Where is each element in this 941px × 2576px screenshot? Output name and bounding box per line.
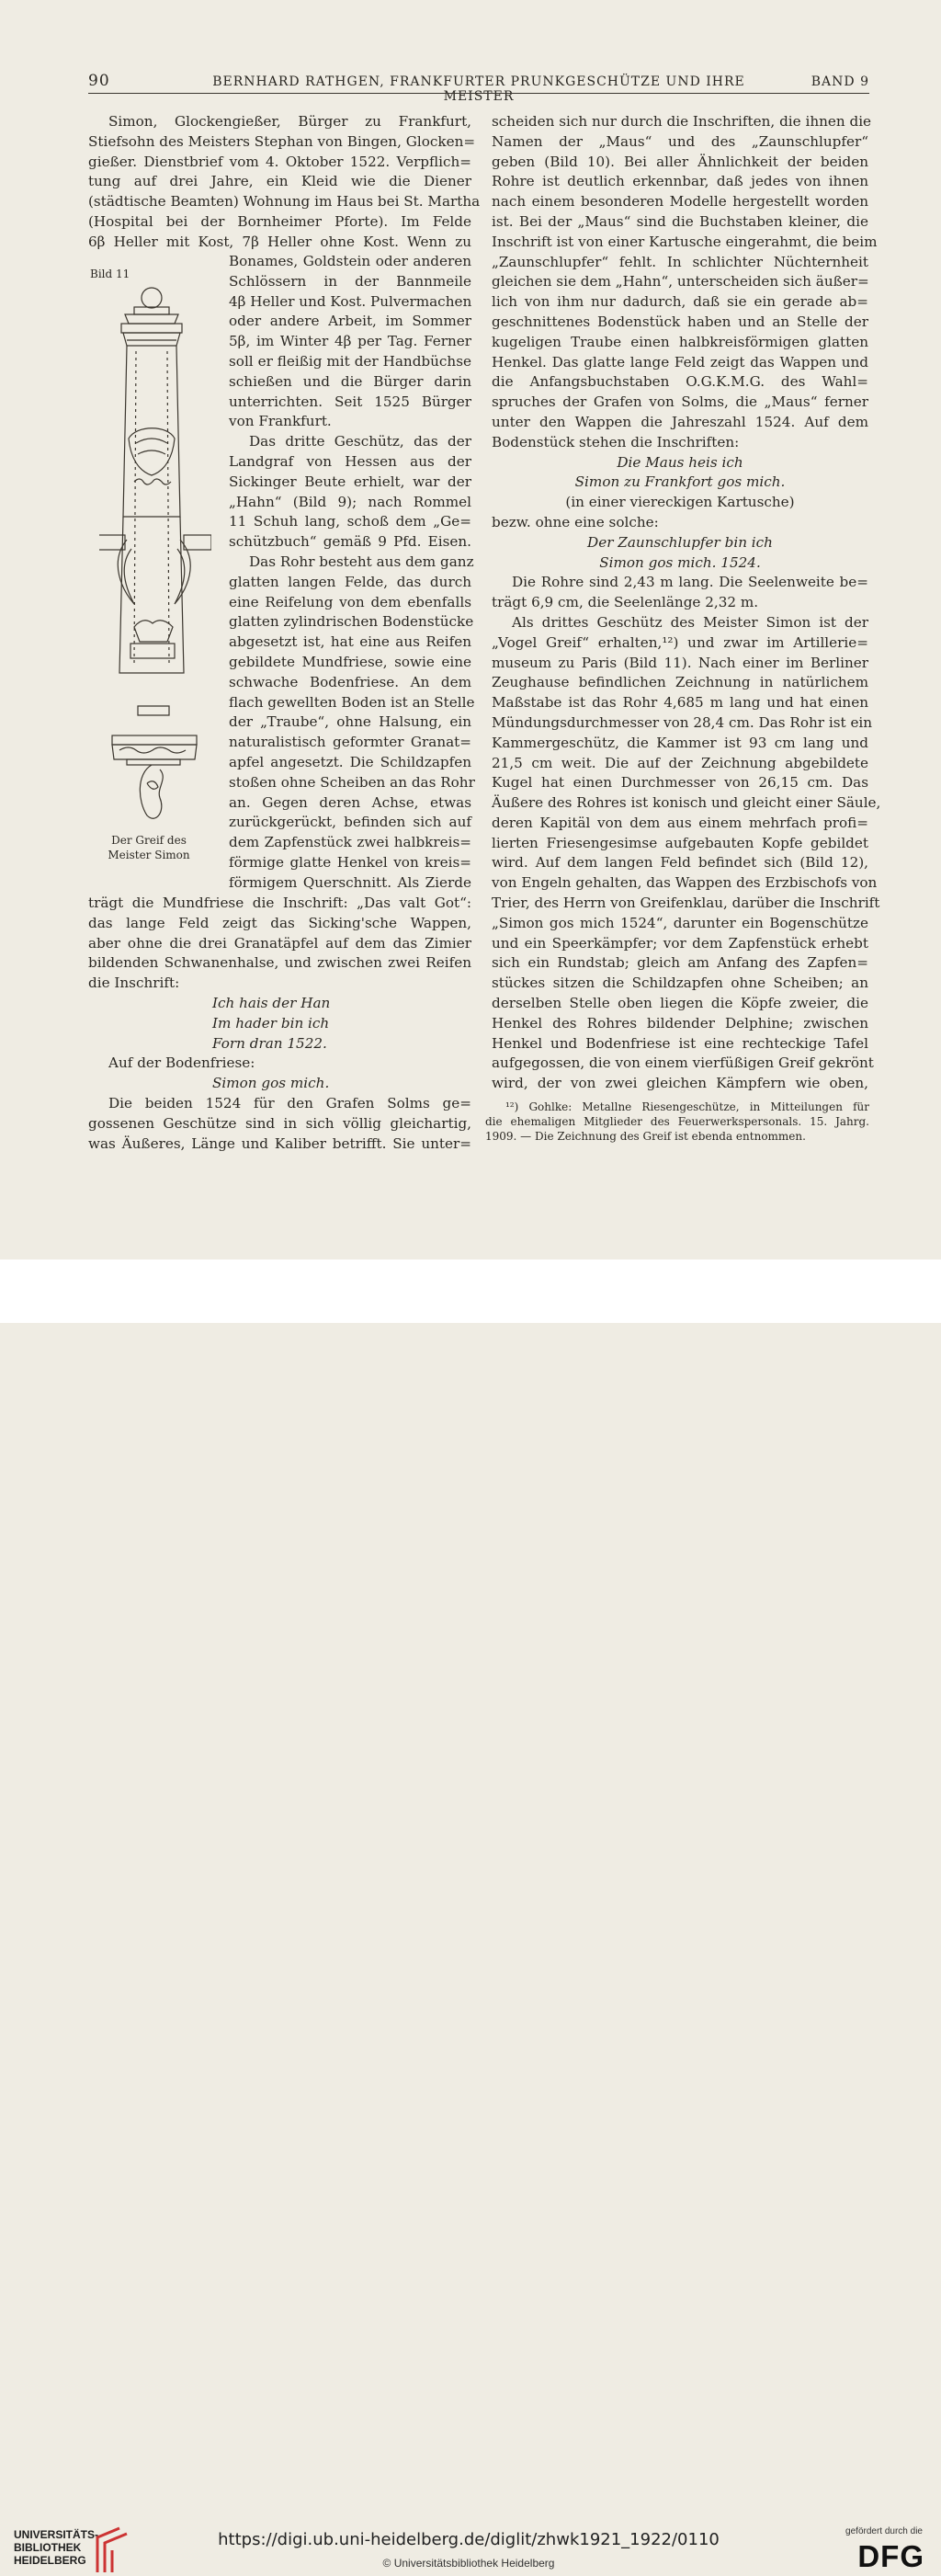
text-line: von Engeln gehalten, das Wappen des Erzbischofs von (492, 874, 878, 892)
text-line: an. Gegen deren Achse, etwas (229, 793, 471, 811)
text-line: schwache Bodenfriese. An dem (229, 673, 471, 690)
text-line: gießer. Dienstbrief vom 4. Oktober 1522. Verpflich= (88, 153, 471, 170)
library-logo[interactable] (14, 2528, 98, 2567)
centered-line: (in einer viereckigen Kartusche) (565, 494, 795, 511)
centered-line: Die Maus heis ich (617, 453, 743, 471)
text-line: Zeughause befindlichen Zeichnung in natürlichem (492, 674, 868, 691)
text-line: 21,5 cm weit. Die auf der Zeichnung abgebildete (492, 754, 868, 771)
text-line: tung auf drei Jahre, ein Kleid wie die Diener (88, 173, 471, 190)
text-line: Bodenstück stehen die Inschriften: (492, 433, 740, 450)
permalink-url[interactable]: https://digi.ub.uni-heidelberg.de/diglit/zhwk1921_1922/0110 (218, 2530, 720, 2549)
copyright-notice: © Universitätsbibliothek Heidelberg (382, 2557, 555, 2570)
library-line1: UNIVERSITÄTS- (14, 2528, 99, 2541)
text-line: „Simon gos mich 1524“, darunter ein Bogenschütze (492, 914, 868, 931)
text-line: Rohre ist deutlich erkennbar, daß jedes von ihnen (492, 173, 868, 190)
verse-line: Ich hais der Han (212, 994, 331, 1011)
text-line: von Frankfurt. (229, 413, 332, 430)
text-line: museum zu Paris (Bild 11). Nach einer im Berliner (492, 654, 868, 671)
right-column (492, 112, 881, 1094)
text-line: stoßen ohne Scheiben an das Rohr (229, 773, 475, 791)
text-line: kugeligen Traube einen halbkreisförmigen glatten (492, 333, 868, 350)
text-line: Henkel des Rohres bildender Delphine; zwischen (492, 1014, 868, 1032)
text-line: Trier, des Herrn von Greifenklau, darüber die Inschrift (492, 895, 880, 912)
centered-line: Simon zu Frankfort gos mich. (574, 473, 786, 491)
viewer-footer (0, 1260, 941, 2573)
text-line: lierten Friesengesimse aufgebauten Kopfe gebildet (492, 834, 868, 851)
text-line: aufgegossen, die von einem vierfüßigen Greif gekrönt (492, 1054, 874, 1072)
text-line: bezw. ohne eine solche: (492, 513, 659, 530)
text-line: 4β Heller und Kost. Pulvermachen (229, 292, 472, 310)
text-line: (städtische Beamten) Wohnung im Haus bei St. Martha (88, 193, 481, 211)
text-line: trägt die Mundfriese die Inschrift: „Das valt Got“: (88, 895, 471, 911)
text-line: bildenden Schwanenhalse, und zwischen zwei Reifen (88, 954, 471, 972)
text-line: „Hahn“ (Bild 9); nach Rommel (229, 493, 471, 510)
running-header (88, 72, 869, 104)
verse-line: Simon gos mich. (212, 1075, 330, 1092)
text-line: Simon, Glockengießer, Bürger zu Frankfurt, (108, 113, 471, 130)
text-line: deren Kapitäl von dem aus einem mehrfach profi= (492, 814, 868, 831)
text-line: was Äußeres, Länge und Kaliber betrifft. Sie unter= (88, 1134, 471, 1152)
text-line: derselben Stelle oben liegen die Köpfe zweier, die (492, 995, 868, 1012)
library-logo-icon (92, 2525, 130, 2576)
centered-line: Simon gos mich. 1524. (599, 553, 761, 571)
text-line: sich ein Rundstab; gleich am Anfang des Zapfen= (492, 954, 868, 972)
text-line: Die Rohre sind 2,43 m lang. Die Seelenweite be= (512, 574, 868, 591)
text-line: Als drittes Geschütz des Meister Simon ist der (512, 613, 868, 631)
text-line: unter den Wappen die Jahreszahl 1524. Auf dem (492, 413, 868, 430)
footnote-line: ¹²) Gohlke: Metallne Riesengeschütze, in Mitteilungen für (505, 1100, 869, 1113)
text-line: Mündungsdurchmesser von 28,4 cm. Das Rohr ist ein (492, 713, 873, 731)
text-line: Sickinger Beute erhielt, war der (229, 473, 471, 490)
text-line: apfel angesetzt. Die Schildzapfen (229, 753, 471, 770)
text-line: schützbuch“ gemäß 9 Pfd. Eisen. (229, 533, 471, 551)
text-line: 11 Schuh lang, schoß dem „Ge= (229, 513, 471, 530)
text-line: Schlössern in der Bannmeile (229, 272, 471, 290)
text-line: trägt 6,9 cm, die Seelenlänge 2,32 m. (492, 594, 759, 611)
text-line: Äußere des Rohres ist konisch und gleicht einer Säule, (492, 794, 881, 812)
text-line: unterrichten. Seit 1525 Bürger (229, 393, 471, 410)
left-column-bottom (88, 894, 471, 1154)
text-line: „Zaunschlupfer“ fehlt. In schlichter Nüchternheit (492, 253, 868, 270)
scanned-page (0, 0, 941, 1260)
text-line: die Anfangsbuchstaben O.G.K.M.G. des Wahl= (492, 373, 868, 391)
text-line: glatten langen Felde, das durch (229, 573, 471, 590)
text-line: das lange Feld zeigt das Sicking'sche Wappen, (88, 914, 471, 931)
header-rule (88, 93, 869, 94)
funding-note: gefördert durch die (845, 2526, 923, 2536)
text-line: geschnittenes Bodenstück haben und an Stelle der (492, 313, 868, 330)
figure-label: Bild 11 (90, 268, 130, 280)
text-line: (Hospital bei der Bornheimer Pforte). Im Felde (88, 212, 471, 230)
text-line: förmige glatte Henkel von kreis= (229, 853, 471, 871)
text-line: Die beiden 1524 für den Grafen Solms ge= (108, 1094, 471, 1111)
text-line: stückes sitzen die Schildzapfen ohne Scheiben; an (492, 975, 868, 992)
footnote-line: die ehemaligen Mitglieder des Feuerwerkspersonals. 15. Jahrg. (485, 1115, 869, 1128)
text-line: der „Traube“, ohne Halsung, ein (229, 713, 471, 731)
running-title: BERNHARD RATHGEN, FRANKFURTER PRUNKGESCHÜTZE UND IHRE MEISTER (212, 74, 745, 104)
footnote-line: 1909. — Die Zeichnung des Greif ist ebenda entnommen. (485, 1130, 806, 1143)
text-line: Das dritte Geschütz, das der (249, 433, 471, 450)
text-line: eine Reifelung von dem ebenfalls (229, 593, 471, 610)
text-line: naturalistisch geformter Granat= (229, 734, 471, 751)
text-line: spruches der Grafen von Solms, die „Maus“ ferner (492, 393, 868, 411)
text-line: Inschrift ist von einer Kartusche eingerahmt, die beim (492, 233, 878, 250)
text-line: dem Zapfenstück zwei halbkreis= (229, 834, 471, 851)
text-line: Maßstabe ist das Rohr 4,685 m lang und hat einen (492, 694, 868, 712)
page-number: 90 (88, 72, 110, 90)
text-line: Kugel hat einen Durchmesser von 26,15 cm. Das (492, 774, 868, 792)
text-line: und ein Speerkämpfer; vor dem Zapfenstück erhebt (492, 934, 868, 952)
text-line: lich von ihm nur dadurch, daß sie ein gerade ab= (492, 293, 868, 311)
cannon-griffin-illustration (99, 287, 211, 831)
text-line: Auf der Bodenfriese: (108, 1054, 255, 1072)
text-line: Kammergeschütz, die Kammer ist 93 cm lang und (492, 734, 868, 751)
text-line: Bonames, Goldstein oder anderen (229, 253, 471, 269)
library-line3: HEIDELBERG (14, 2554, 86, 2567)
text-line: gleichen sie dem „Hahn“, unterscheiden sich äußer= (492, 273, 869, 291)
text-line: Stiefsohn des Meisters Stephan von Bingen, Glocken= (88, 132, 476, 150)
text-line: gossenen Geschütze sind in sich völlig gleichartig, (88, 1114, 471, 1132)
figure-caption (103, 833, 195, 862)
text-line: die Inschrift: (88, 975, 180, 992)
verse-line: Im hader bin ich (212, 1014, 330, 1032)
volume-label: BAND 9 (811, 74, 869, 89)
text-line: soll er fleißig mit der Handbüchse (229, 352, 471, 370)
text-line: Namen der „Maus“ und des „Zaunschlupfer“ (492, 132, 868, 150)
text-line: flach gewellten Boden ist an Stelle (229, 693, 475, 711)
verse-line: Forn dran 1522. (212, 1034, 327, 1052)
text-line: Landgraf von Hessen aus der (229, 452, 471, 470)
text-line: zurückgerückt, befinden sich auf (229, 814, 471, 831)
library-line2: BIBLIOTHEK (14, 2541, 82, 2554)
footnote (485, 1100, 869, 1144)
text-line: 6β Heller mit Kost, 7β Heller ohne Kost. Wenn zu (88, 233, 471, 250)
text-line: gebildete Mundfriese, sowie eine (229, 653, 471, 670)
text-line: aber ohne die drei Granatäpfel auf dem das Zimier (88, 934, 471, 952)
text-line: Das Rohr besteht aus dem ganz (249, 553, 474, 570)
figure-caption-line1: Der Greif des (111, 834, 187, 847)
text-line: wird. Auf dem langen Feld befindet sich (Bild 12), (492, 854, 868, 872)
text-line: abgesetzt ist, hat eine aus Reifen (229, 633, 471, 651)
text-line: nach einem besonderen Modelle hergestellt worden (492, 193, 868, 211)
figure-caption-line2: Meister Simon (108, 849, 190, 861)
text-line: glatten zylindrischen Bodenstücke (229, 613, 474, 631)
text-line: förmigem Querschnitt. Als Zierde (229, 873, 471, 891)
text-line: geben (Bild 10). Bei aller Ähnlichkeit der beiden (492, 153, 868, 170)
text-line: ist. Bei der „Maus“ sind die Buchstaben kleiner, die (492, 212, 868, 230)
text-line: scheiden sich nur durch die Inschriften, die ihnen die (492, 113, 872, 130)
text-line: schießen und die Bürger darin (229, 372, 471, 390)
dfg-logo[interactable]: DFG (857, 2539, 924, 2573)
left-column-top (88, 112, 481, 253)
text-line: „Vogel Greif“ erhalten,¹²) und zwar im Artillerie= (492, 633, 868, 651)
centered-line: Der Zaunschlupfer bin ich (587, 533, 773, 551)
text-line: 5β, im Winter 4β per Tag. Ferner (229, 333, 471, 350)
left-column-narrow (229, 252, 475, 894)
text-line: oder andere Arbeit, im Sommer (229, 313, 471, 330)
text-line: Henkel und Bodenfriese ist eine rechteckige Tafel (492, 1034, 868, 1052)
text-line: wird, der von zwei gleichen Kämpfern wie oben, (492, 1075, 868, 1092)
text-line: Henkel. Das glatte lange Feld zeigt das Wappen und (492, 353, 868, 370)
